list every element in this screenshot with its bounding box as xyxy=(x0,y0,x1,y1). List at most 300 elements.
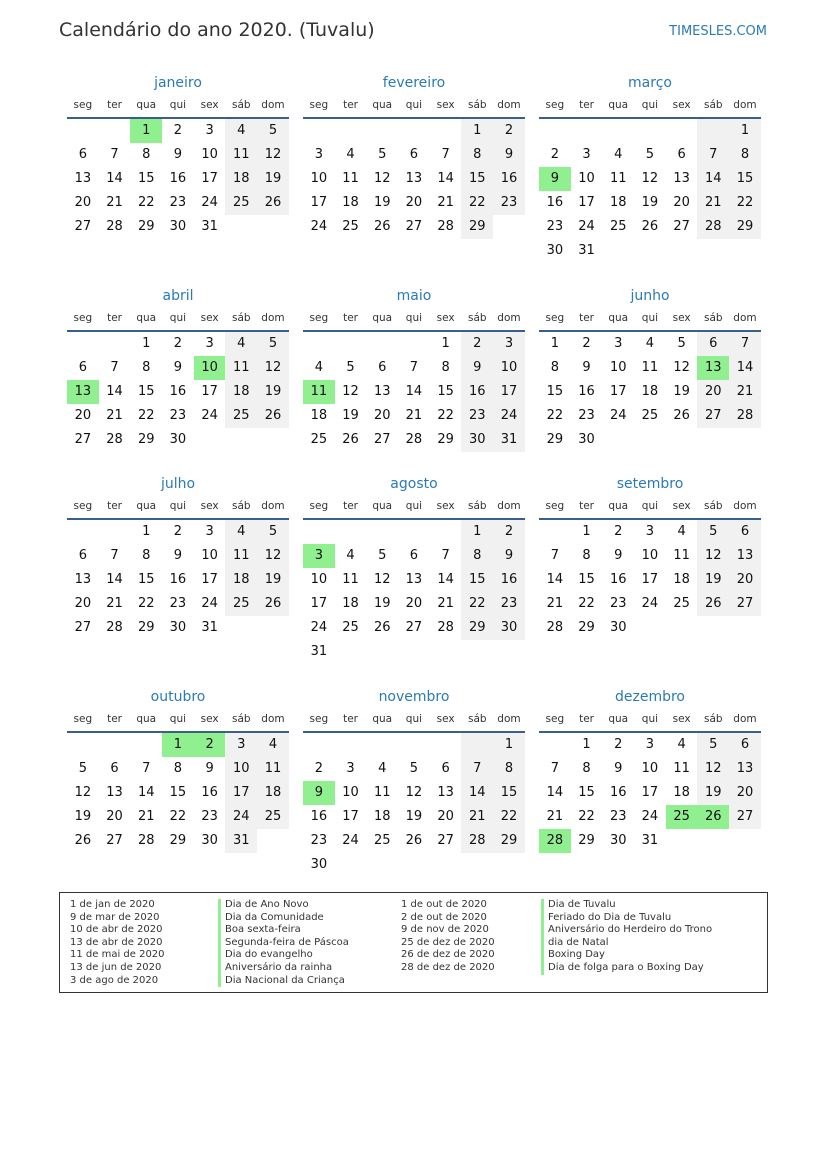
month-name: maio xyxy=(396,288,432,304)
day-cell: 26 xyxy=(257,592,289,616)
day-cell: 17 xyxy=(201,572,218,587)
day-cell: 25 xyxy=(310,432,328,447)
day-cell: 13 xyxy=(729,757,761,781)
legend-entry: Boxing Day xyxy=(548,949,605,961)
day-cell: 22 xyxy=(461,592,493,616)
holiday-day-cell: 11 xyxy=(303,380,335,404)
holiday-day-cell: 3 xyxy=(303,544,335,568)
week-row xyxy=(539,215,761,239)
day-cell: 18 xyxy=(342,596,359,611)
day-cell: 12 xyxy=(697,544,729,568)
week-row xyxy=(303,781,525,805)
day-cell: 21 xyxy=(437,195,454,210)
day-cell: 20 xyxy=(729,568,761,592)
legend-entry: 28 de dez de 2020 xyxy=(401,961,495,973)
holiday-day-cell: 13 xyxy=(67,380,99,404)
week-row xyxy=(303,191,525,215)
day-cell: 29 xyxy=(546,432,564,447)
empty-day-cell xyxy=(697,119,729,143)
weekday-label: dom xyxy=(261,312,285,324)
month-name: agosto xyxy=(390,476,438,492)
day-cell: 10 xyxy=(201,548,218,563)
day-cell: 2 xyxy=(314,761,323,776)
day-cell: 16 xyxy=(169,384,187,399)
week-row xyxy=(303,428,525,452)
day-cell: 8 xyxy=(142,548,151,563)
day-cell: 17 xyxy=(225,781,257,805)
empty-day-cell xyxy=(634,119,666,143)
weekday-label: sex xyxy=(200,713,219,725)
weekday-label: qua xyxy=(136,99,157,111)
site-link[interactable]: TIMESLES.COM xyxy=(669,24,767,39)
weekday-label: seg xyxy=(73,713,93,725)
day-cell: 13 xyxy=(405,572,423,587)
month-setembro xyxy=(539,472,761,640)
week-row xyxy=(303,143,525,167)
day-cell: 16 xyxy=(461,380,493,404)
day-cell: 2 xyxy=(582,336,591,351)
day-cell: 17 xyxy=(310,195,328,210)
day-cell: 8 xyxy=(461,143,493,167)
day-cell: 26 xyxy=(673,408,690,423)
day-cell: 3 xyxy=(582,147,591,162)
week-row xyxy=(303,380,525,404)
day-cell: 13 xyxy=(405,171,423,186)
weekday-label: qua xyxy=(608,713,629,725)
day-cell: 2 xyxy=(614,737,623,752)
week-row xyxy=(67,805,289,829)
day-cell: 1 xyxy=(142,524,151,539)
day-cell: 28 xyxy=(106,620,123,635)
day-cell: 12 xyxy=(405,785,423,800)
legend-entry: 1 de out de 2020 xyxy=(401,899,487,910)
day-cell: 30 xyxy=(493,616,525,640)
legend-dates-col-2 xyxy=(401,899,495,975)
day-cell: 2 xyxy=(550,147,559,162)
month-abril xyxy=(67,284,289,452)
day-cell: 30 xyxy=(461,428,493,452)
day-cell: 16 xyxy=(493,568,525,592)
day-cell: 24 xyxy=(310,620,328,635)
weekday-label: seg xyxy=(545,500,565,512)
day-cell: 13 xyxy=(673,171,690,186)
empty-day-cell xyxy=(461,640,493,664)
month-name: setembro xyxy=(616,476,684,492)
day-cell: 22 xyxy=(461,191,493,215)
day-cell: 12 xyxy=(373,171,391,186)
month-name: julho xyxy=(160,476,196,492)
day-cell: 20 xyxy=(673,195,690,210)
day-cell: 14 xyxy=(729,356,761,380)
empty-day-cell xyxy=(67,520,99,544)
day-cell: 4 xyxy=(225,332,257,356)
weekday-label: ter xyxy=(107,713,122,725)
day-cell: 7 xyxy=(550,761,559,776)
week-row xyxy=(539,332,761,356)
day-cell: 25 xyxy=(641,408,659,423)
week-row xyxy=(303,119,525,143)
empty-day-cell xyxy=(398,119,430,143)
month-junho xyxy=(539,284,761,452)
day-cell: 7 xyxy=(441,548,450,563)
empty-day-cell xyxy=(194,428,226,452)
weekday-label: qui xyxy=(405,713,423,725)
legend-entry: 1 de jan de 2020 xyxy=(70,899,155,910)
day-cell: 23 xyxy=(169,596,187,611)
week-row xyxy=(539,520,761,544)
day-cell: 28 xyxy=(437,219,454,234)
week-row xyxy=(539,356,761,380)
empty-day-cell xyxy=(729,239,761,263)
day-cell: 22 xyxy=(729,191,761,215)
day-cell: 10 xyxy=(310,572,328,587)
day-cell: 26 xyxy=(373,219,391,234)
weekday-label: qua xyxy=(608,500,629,512)
day-cell: 4 xyxy=(257,733,289,757)
day-cell: 11 xyxy=(342,572,359,587)
legend-entry: Feriado do Dia de Tuvalu xyxy=(548,911,672,923)
day-cell: 11 xyxy=(225,143,257,167)
day-cell: 14 xyxy=(106,572,123,587)
day-cell: 24 xyxy=(641,596,659,611)
empty-day-cell xyxy=(697,616,729,640)
day-cell: 4 xyxy=(378,761,387,776)
day-cell: 22 xyxy=(137,408,155,423)
legend-entry: Dia de Tuvalu xyxy=(548,899,616,910)
day-cell: 20 xyxy=(74,195,92,210)
day-cell: 21 xyxy=(697,191,729,215)
weekday-header xyxy=(539,709,761,733)
day-cell: 25 xyxy=(225,404,257,428)
week-row xyxy=(67,757,289,781)
day-cell: 20 xyxy=(106,809,123,824)
week-row xyxy=(67,143,289,167)
weekday-label: qua xyxy=(372,713,393,725)
day-cell: 5 xyxy=(378,548,387,563)
empty-day-cell xyxy=(461,853,493,877)
legend-entry: Boa sexta-feira xyxy=(225,924,301,936)
weekday-label: qui xyxy=(169,500,187,512)
empty-day-cell xyxy=(666,119,698,143)
legend-entry: Dia de folga para o Boxing Day xyxy=(548,961,704,973)
legend-entry: dia de Natal xyxy=(548,936,609,948)
day-cell: 30 xyxy=(169,432,187,447)
day-cell: 7 xyxy=(110,360,119,375)
empty-day-cell xyxy=(493,215,525,239)
day-cell: 18 xyxy=(673,572,690,587)
weekday-label: ter xyxy=(579,713,594,725)
day-cell: 21 xyxy=(106,408,123,423)
weekday-label: sáb xyxy=(231,99,251,111)
weekday-label: ter xyxy=(579,99,594,111)
day-cell: 20 xyxy=(697,380,729,404)
empty-day-cell xyxy=(539,119,571,143)
weekday-label: seg xyxy=(309,500,329,512)
week-row xyxy=(67,428,289,452)
weekday-label: seg xyxy=(73,99,93,111)
weekday-header xyxy=(67,95,289,119)
empty-day-cell xyxy=(430,520,462,544)
day-cell: 27 xyxy=(697,404,729,428)
weekday-label: ter xyxy=(343,99,358,111)
day-cell: 25 xyxy=(373,833,391,848)
day-cell: 10 xyxy=(641,548,659,563)
week-row xyxy=(67,544,289,568)
day-cell: 13 xyxy=(729,544,761,568)
weekday-header xyxy=(303,308,525,332)
legend-dates-col-1 xyxy=(70,899,165,987)
day-cell: 29 xyxy=(461,215,493,239)
day-cell: 23 xyxy=(169,408,187,423)
day-cell: 17 xyxy=(201,384,218,399)
week-row xyxy=(67,733,289,757)
week-row xyxy=(303,568,525,592)
week-row xyxy=(67,332,289,356)
day-cell: 29 xyxy=(169,833,187,848)
day-cell: 25 xyxy=(257,805,289,829)
weekday-label: ter xyxy=(107,99,122,111)
week-row xyxy=(67,592,289,616)
week-row xyxy=(539,616,761,640)
day-cell: 23 xyxy=(169,195,187,210)
weekday-label: sex xyxy=(436,99,455,111)
month-agosto xyxy=(303,472,525,664)
day-cell: 18 xyxy=(673,785,690,800)
day-cell: 15 xyxy=(437,384,454,399)
day-cell: 6 xyxy=(409,548,419,563)
day-cell: 8 xyxy=(142,360,151,375)
day-cell: 30 xyxy=(609,833,627,848)
empty-day-cell xyxy=(571,119,603,143)
weekday-label: seg xyxy=(309,99,329,111)
day-cell: 19 xyxy=(74,809,92,824)
weekday-label: dom xyxy=(733,713,757,725)
day-cell: 4 xyxy=(346,147,355,162)
day-cell: 12 xyxy=(641,171,659,186)
day-cell: 14 xyxy=(546,572,564,587)
day-cell: 11 xyxy=(342,171,359,186)
day-cell: 3 xyxy=(346,761,355,776)
day-cell: 10 xyxy=(609,360,627,375)
day-cell: 26 xyxy=(697,592,729,616)
weekday-label: sex xyxy=(672,500,691,512)
day-cell: 11 xyxy=(225,544,257,568)
legend-entry: 13 de abr de 2020 xyxy=(70,936,163,948)
empty-day-cell xyxy=(398,332,430,356)
day-cell: 21 xyxy=(461,805,493,829)
holiday-day-cell: 25 xyxy=(666,805,698,829)
day-cell: 14 xyxy=(405,384,423,399)
day-cell: 28 xyxy=(137,833,155,848)
weekday-label: sáb xyxy=(467,713,487,725)
day-cell: 20 xyxy=(729,781,761,805)
holiday-day-cell: 9 xyxy=(539,167,571,191)
weekday-label: dom xyxy=(497,312,521,324)
day-cell: 16 xyxy=(310,809,328,824)
month-janeiro xyxy=(67,71,289,239)
legend-entry: 3 de ago de 2020 xyxy=(70,974,159,986)
week-row xyxy=(67,616,289,640)
month-dezembro xyxy=(539,685,761,853)
legend-entry: Dia Nacional da Criança xyxy=(225,974,345,986)
day-cell: 12 xyxy=(74,785,92,800)
day-cell: 28 xyxy=(461,829,493,853)
week-row xyxy=(303,616,525,640)
day-cell: 30 xyxy=(201,833,218,848)
day-cell: 20 xyxy=(74,408,92,423)
empty-day-cell xyxy=(602,119,634,143)
empty-day-cell xyxy=(666,428,698,452)
day-cell: 14 xyxy=(461,781,493,805)
week-row xyxy=(539,119,761,143)
day-cell: 23 xyxy=(546,219,564,234)
week-row xyxy=(67,520,289,544)
weekday-label: qua xyxy=(136,500,157,512)
day-cell: 12 xyxy=(373,572,391,587)
day-cell: 15 xyxy=(137,171,155,186)
day-cell: 4 xyxy=(225,119,257,143)
holiday-legend xyxy=(59,892,768,993)
day-cell: 27 xyxy=(74,219,92,234)
empty-day-cell xyxy=(303,119,335,143)
day-cell: 18 xyxy=(257,781,289,805)
empty-day-cell xyxy=(493,640,525,664)
legend-entry: 2 de out de 2020 xyxy=(401,911,487,923)
week-row xyxy=(67,215,289,239)
day-cell: 27 xyxy=(373,432,391,447)
day-cell: 7 xyxy=(550,548,559,563)
day-cell: 6 xyxy=(441,761,450,776)
day-cell: 27 xyxy=(729,592,761,616)
day-cell: 6 xyxy=(378,360,387,375)
legend-entry: Aniversário da rainha xyxy=(225,961,333,973)
day-cell: 3 xyxy=(205,123,214,138)
day-cell: 29 xyxy=(137,432,155,447)
day-cell: 17 xyxy=(493,380,525,404)
week-row xyxy=(67,356,289,380)
day-cell: 6 xyxy=(677,147,686,162)
day-cell: 10 xyxy=(310,171,328,186)
day-cell: 19 xyxy=(257,167,289,191)
weekday-label: qui xyxy=(169,312,187,324)
day-cell: 24 xyxy=(578,219,595,234)
empty-day-cell xyxy=(225,215,257,239)
day-cell: 9 xyxy=(614,548,623,563)
day-cell: 1 xyxy=(461,520,493,544)
week-row xyxy=(303,853,525,877)
weekday-header xyxy=(539,308,761,332)
week-row xyxy=(539,829,761,853)
day-cell: 5 xyxy=(677,336,686,351)
weekday-label: qui xyxy=(169,99,187,111)
legend-names-col-2 xyxy=(541,899,712,975)
day-cell: 10 xyxy=(493,356,525,380)
empty-day-cell xyxy=(303,520,335,544)
day-cell: 16 xyxy=(546,195,564,210)
day-cell: 2 xyxy=(173,336,183,351)
day-cell: 23 xyxy=(201,809,218,824)
weekday-label: ter xyxy=(579,312,594,324)
weekday-label: dom xyxy=(261,500,285,512)
empty-day-cell xyxy=(461,733,493,757)
empty-day-cell xyxy=(335,520,367,544)
day-cell: 11 xyxy=(641,360,659,375)
legend-entry: Segunda-feira de Páscoa xyxy=(225,936,349,948)
holiday-day-cell: 10 xyxy=(194,356,226,380)
day-cell: 7 xyxy=(110,548,119,563)
weekday-label: qui xyxy=(405,99,423,111)
day-cell: 23 xyxy=(493,191,525,215)
weekday-header xyxy=(67,709,289,733)
day-cell: 9 xyxy=(461,356,493,380)
month-fevereiro xyxy=(303,71,525,239)
weekday-label: sex xyxy=(200,312,219,324)
day-cell: 10 xyxy=(641,761,659,776)
day-cell: 24 xyxy=(641,809,659,824)
day-cell: 9 xyxy=(173,147,183,162)
day-cell: 11 xyxy=(673,548,690,563)
day-cell: 6 xyxy=(78,548,87,563)
day-cell: 21 xyxy=(137,809,155,824)
day-cell: 15 xyxy=(137,572,155,587)
day-cell: 1 xyxy=(441,336,450,351)
day-cell: 8 xyxy=(173,761,183,776)
day-cell: 28 xyxy=(106,219,123,234)
day-cell: 12 xyxy=(697,757,729,781)
weekday-label: qua xyxy=(136,713,157,725)
day-cell: 8 xyxy=(582,548,591,563)
empty-day-cell xyxy=(398,733,430,757)
day-cell: 5 xyxy=(257,119,289,143)
day-cell: 11 xyxy=(373,785,391,800)
empty-day-cell xyxy=(634,428,666,452)
day-cell: 30 xyxy=(578,432,595,447)
weekday-label: sex xyxy=(200,99,219,111)
day-cell: 7 xyxy=(729,332,761,356)
week-row xyxy=(539,191,761,215)
weekday-label: seg xyxy=(309,312,329,324)
day-cell: 29 xyxy=(729,215,761,239)
day-cell: 11 xyxy=(673,761,690,776)
day-cell: 7 xyxy=(697,143,729,167)
week-row xyxy=(303,404,525,428)
day-cell: 22 xyxy=(137,596,155,611)
day-cell: 19 xyxy=(373,195,391,210)
weekday-label: qua xyxy=(372,500,393,512)
empty-day-cell xyxy=(398,520,430,544)
legend-entry: 9 de mar de 2020 xyxy=(70,911,160,923)
day-cell: 4 xyxy=(346,548,355,563)
weekday-label: ter xyxy=(579,500,594,512)
empty-day-cell xyxy=(257,829,289,853)
day-cell: 23 xyxy=(310,833,328,848)
legend-entry: 10 de abr de 2020 xyxy=(70,924,163,936)
day-cell: 30 xyxy=(609,620,627,635)
empty-day-cell xyxy=(366,853,398,877)
weekday-label: dom xyxy=(261,713,285,725)
day-cell: 19 xyxy=(641,195,659,210)
day-cell: 16 xyxy=(609,572,627,587)
weekday-label: sex xyxy=(436,713,455,725)
day-cell: 22 xyxy=(437,408,454,423)
weekday-label: sáb xyxy=(467,312,487,324)
day-cell: 3 xyxy=(205,524,214,539)
day-cell: 21 xyxy=(546,809,564,824)
day-cell: 8 xyxy=(582,761,591,776)
day-cell: 24 xyxy=(609,408,627,423)
day-cell: 10 xyxy=(225,757,257,781)
week-row xyxy=(67,568,289,592)
